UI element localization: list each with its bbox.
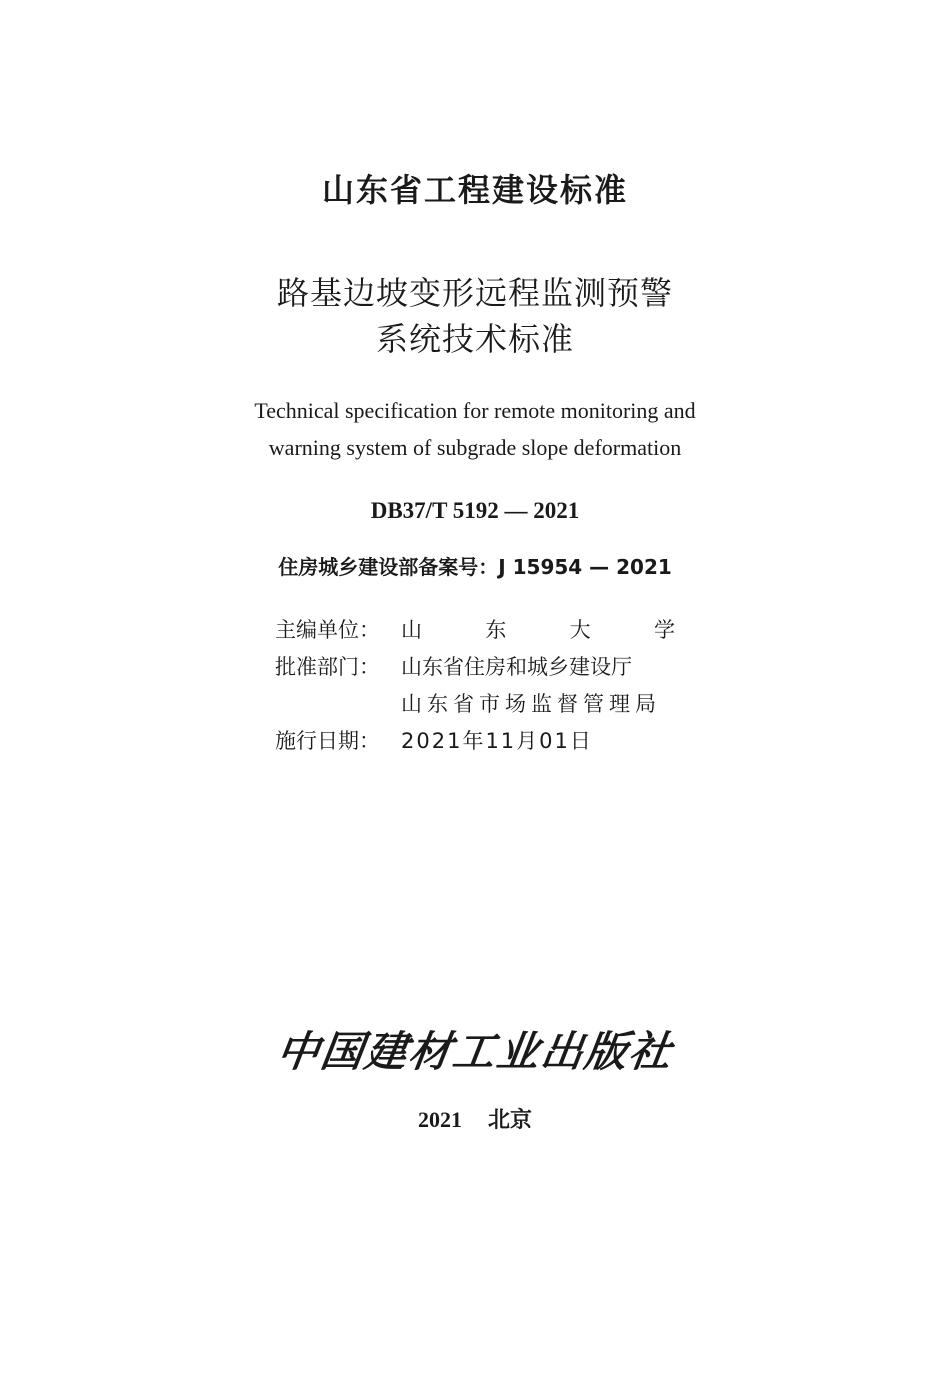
title-english-line-2: warning system of subgrade slope deformation: [268, 435, 682, 460]
approver-value-1: 山东省住房和城乡建设厅: [401, 655, 632, 679]
imprint: [0, 1104, 950, 1136]
approver-row-2: [275, 686, 675, 723]
series-title: 山东省工程建设标准: [321, 171, 628, 209]
approver-row: [275, 649, 675, 686]
editor-char: 东: [485, 618, 507, 642]
editor-char: 大: [569, 618, 591, 642]
title-english: [0, 392, 950, 466]
editor-char: 学: [653, 618, 675, 642]
approver-value-2: 山东省市场监督管理局: [401, 692, 661, 716]
title-english-line-1: Technical specification for remote monitoring and: [254, 398, 696, 423]
editor-row: [275, 612, 675, 649]
title-chinese-line-1: 路基边坡变形远程监测预警: [276, 274, 673, 312]
record-number: 住房城乡建设部备案号：J 15954 — 2021: [278, 555, 672, 579]
effective-label: 施行日期：: [275, 729, 380, 753]
title-chinese: [0, 270, 950, 362]
title-chinese-line-2: 系统技术标准: [375, 320, 574, 358]
approver-label: 批准部门：: [275, 655, 380, 679]
imprint-year: 2021: [417, 1107, 462, 1132]
publisher-logo: 中国建材工业出版社: [273, 1027, 677, 1076]
effective-row: [275, 723, 675, 760]
imprint-city: 北京: [487, 1107, 532, 1132]
info-block: [275, 612, 675, 760]
standard-number: DB37/T 5192 — 2021: [370, 498, 580, 523]
editor-value: [401, 612, 675, 649]
effective-value: 2021年11月01日: [401, 729, 593, 753]
editor-label: 主编单位：: [275, 618, 380, 642]
editor-char: 山: [401, 618, 422, 642]
